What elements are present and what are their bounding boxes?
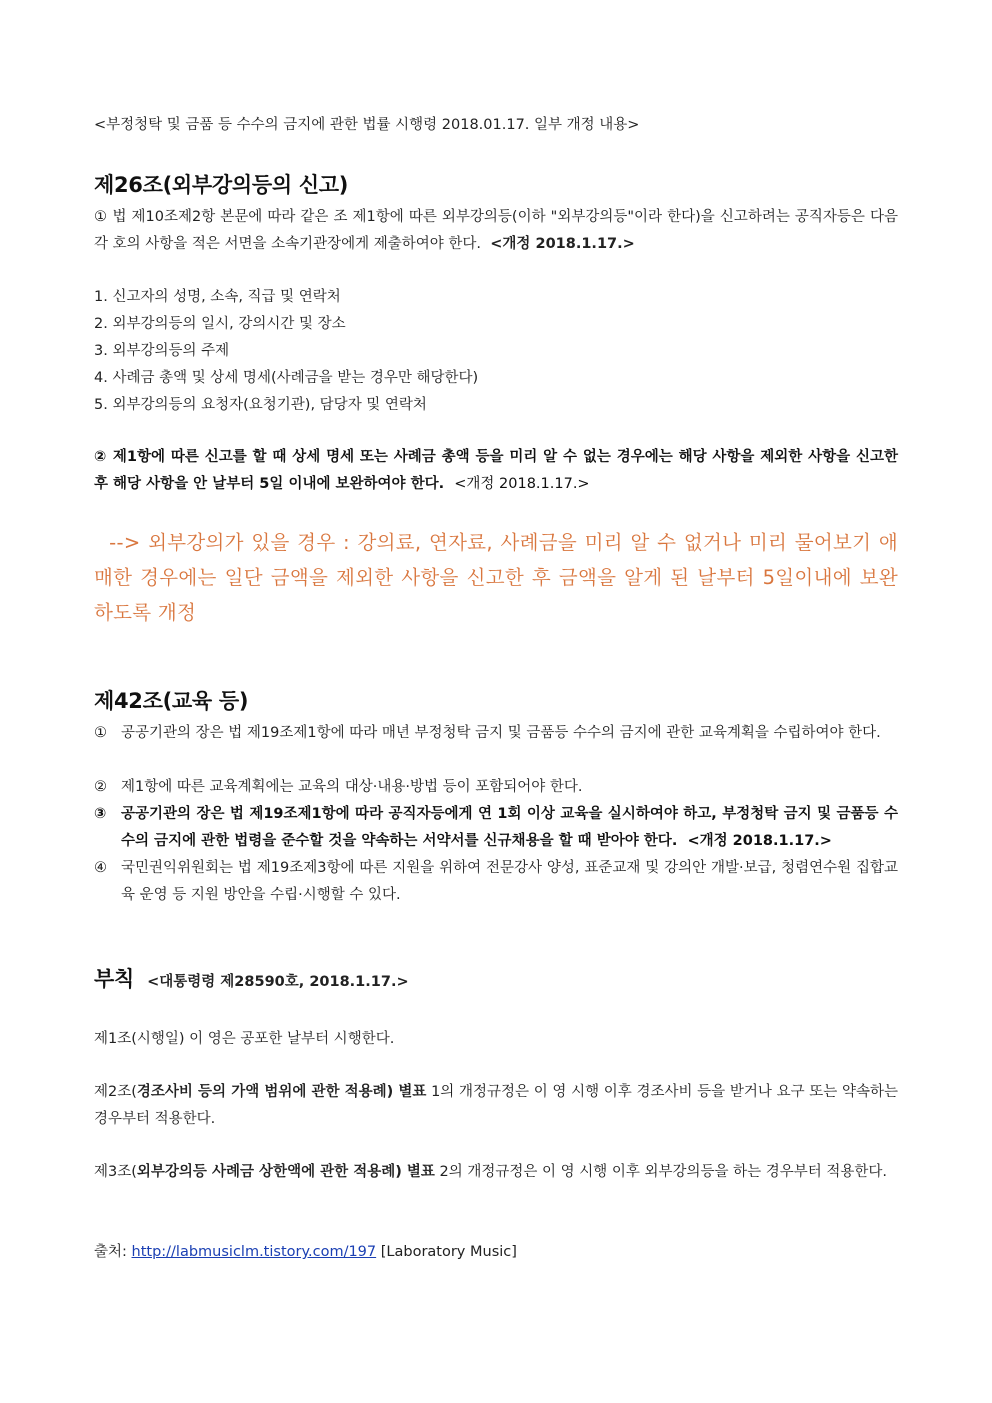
article-26-paragraph-1-text: ① 법 제10조제2항 본문에 따라 같은 조 제1항에 따른 외부강의등(이하 "외부강의등"이라 한다)을 신고하려는 공직자등은 다음 각 호의 사항을 적은 서면을 소속기관장에게 제출하여야 한다. [94,209,898,252]
item-text: 제1항에 따른 교육계획에는 교육의 대상·내용·방법 등이 포함되어야 한다. [121,779,583,795]
commentary-note: --> 외부강의가 있을 경우 : 강의료, 연자료, 사례금을 미리 알 수 없거나 미리 물어보기 애매한 경우에는 일단 금액을 제외한 사항을 신고한 후 금액을 알게 된 날부터 5일이내에 보완하도록 개정 [94,531,898,624]
addenda-article-2-prefix: 제2조( [94,1084,137,1100]
source-link[interactable]: http://labmusiclm.tistory.com/197 [131,1244,377,1260]
item-number: ① [94,725,107,741]
article-26-paragraph-1 [94,204,898,258]
addenda-article-2-heading: 경조사비 등의 가액 범위에 관한 적용례) 별표 [136,1084,427,1100]
list-item: 5. 외부강의등의 요청자(요청기관), 담당자 및 연락처 [94,397,427,413]
article-42-item-3 [94,801,898,855]
item-text: 공공기관의 장은 법 제19조제1항에 따라 매년 부정청탁 금지 및 금품등 수수의 금지에 관한 교육계획을 수립하여야 한다. [121,725,881,741]
list-item: 1. 신고자의 성명, 소속, 직급 및 연락처 [94,289,341,305]
addenda-article-2 [94,1079,898,1133]
source-label: 출처: [94,1244,132,1260]
addenda-title: 부칙 [94,967,134,991]
addenda-heading [94,964,898,994]
list-item: 3. 외부강의등의 주제 [94,343,230,359]
article-26-title: 제26조(외부강의등의 신고) [94,173,349,197]
amendment-note: <개정 2018.1.17.> [454,476,590,492]
item-number: ② [94,779,107,795]
article-26-paragraph-2 [94,444,898,498]
addenda-article-3 [94,1159,898,1186]
item-text-block [121,801,898,855]
article-42-item-2 [94,774,898,801]
source-site-name: [Laboratory Music] [376,1244,517,1260]
addenda-article-3-heading: 외부강의등 사례금 상한액에 관한 적용례) 별표 [136,1164,435,1180]
source-line [94,1239,898,1266]
item-number: ③ [94,806,107,822]
list-item: 2. 외부강의등의 일시, 강의시간 및 장소 [94,316,346,332]
article-26-paragraph-2-text: ② 제1항에 따른 신고를 할 때 상세 명세 또는 사례금 총액 등을 미리 알 수 없는 경우에는 해당 사항을 제외한 사항을 신고한 후 해당 사항을 안 날부터 5일 이내에 보완하여야 한다. [94,449,898,492]
article-42-item-1 [94,720,898,747]
article-26-item-list [94,284,898,419]
addenda-article-3-prefix: 제3조( [94,1164,137,1180]
amendment-note: <개정 2018.1.17.> [687,833,832,849]
addenda-article-2-text: 1의 개정규정은 이 영 시행 이후 경조사비 등을 받거나 요구 또는 약속하는 경우부터 적용한다. [94,1084,898,1127]
item-number: ④ [94,860,107,876]
article-42-title: 제42조(교육 등) [94,689,249,713]
addenda-subtitle: <대통령령 제28590호, 2018.1.17.> [147,974,409,990]
addenda-article-3-text: 2의 개정규정은 이 영 시행 이후 외부강의등을 하는 경우부터 적용한다. [434,1164,888,1180]
article-42-item-4 [94,855,898,909]
amendment-note: <개정 2018.1.17.> [490,236,635,252]
document-header: <부정청탁 및 금품 등 수수의 금지에 관한 법률 시행령 2018.01.17. 일부 개정 내용> [94,117,640,133]
item-text: 공공기관의 장은 법 제19조제1항에 따라 공직자등에게 연 1회 이상 교육을 실시하여야 하고, 부정청탁 금지 및 금품등 수수의 금지에 관한 법령을 준수할 것을 약속하는 서약서를 신규채용을 할 때 받아야 한다. [121,806,898,849]
list-item: 4. 사례금 총액 및 상세 명세(사례금을 받는 경우만 해당한다) [94,370,479,386]
item-text: 국민권익위원회는 법 제19조제3항에 따른 지원을 위하여 전문강사 양성, 표준교재 및 강의안 개발·보급, 청렴연수원 집합교육 운영 등 지원 방안을 수립·시행할 수 있다. [121,860,898,903]
addenda-article-1: 제1조(시행일) 이 영은 공포한 날부터 시행한다. [94,1031,395,1047]
